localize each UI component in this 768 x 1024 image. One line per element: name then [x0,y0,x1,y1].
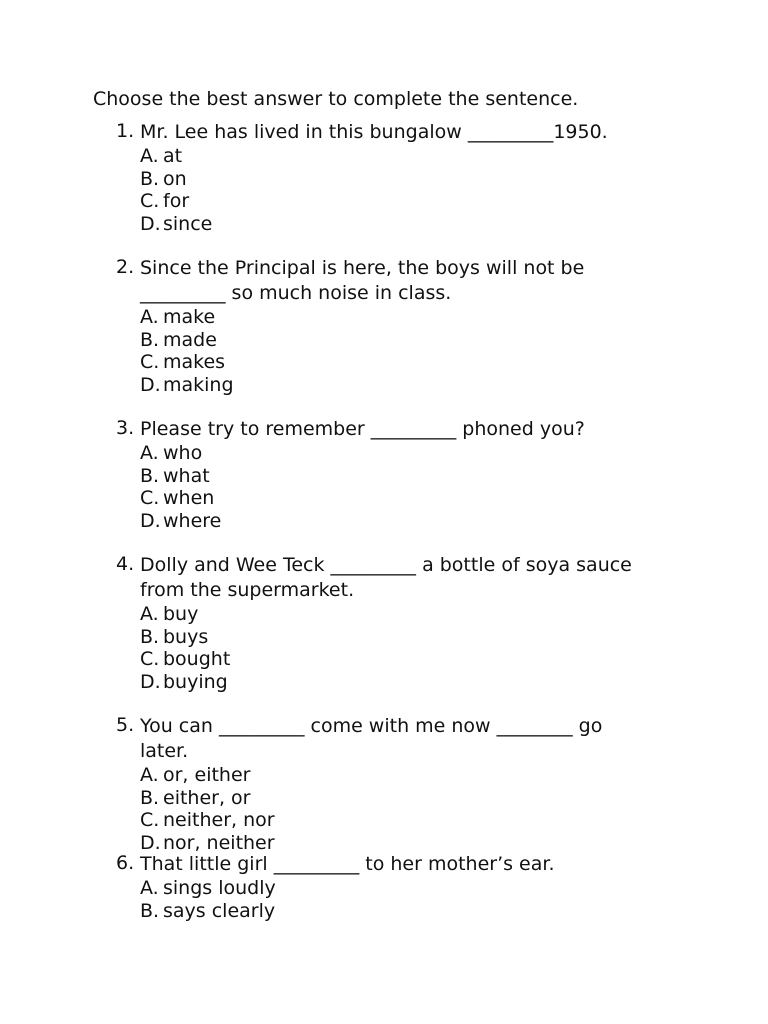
question-body [140,852,686,922]
question-stem: from the supermarket. [140,579,355,601]
option-text: sings loudly [163,877,276,899]
option-d[interactable] [140,374,686,397]
option-a[interactable] [140,442,686,465]
question-stem: That little girl _________ to her mother’s ear. [140,853,555,875]
option-a[interactable] [140,306,686,329]
option-letter: B. [140,786,160,809]
question-number: 4. [116,553,135,575]
option-b[interactable] [140,465,686,488]
question-stem: _________ so much noise in class. [140,282,452,304]
question-body [140,256,686,397]
option-text: make [163,306,216,328]
option-letter: B. [140,464,160,487]
question-stem: Dolly and Wee Teck _________ a bottle of soya sauce [140,554,632,576]
option-text: where [163,510,222,533]
option-text: when [163,487,215,510]
option-letter: D. [140,510,161,533]
question-stem: later. [140,740,189,762]
option-text: makes [163,351,226,374]
option-letter: C. [140,809,160,832]
question-6 [116,852,686,922]
option-text: buy [163,603,199,625]
option-letter: D. [140,213,161,236]
option-letter: A. [140,764,159,786]
option-letter: B. [140,625,160,648]
option-letter: A. [140,306,159,328]
option-a[interactable] [140,603,686,626]
option-text: either, or [163,786,251,809]
option-text: made [163,328,217,351]
option-c[interactable] [140,648,686,671]
option-d[interactable] [140,671,686,694]
option-text: neither, nor [163,809,275,832]
option-text: at [163,145,183,167]
option-a[interactable] [140,145,686,168]
option-letter: C. [140,487,160,510]
option-text: buys [163,625,209,648]
option-text: for [163,190,190,213]
option-text: buying [163,671,228,694]
question-number: 3. [116,417,135,439]
option-a[interactable] [140,764,686,787]
option-a[interactable] [140,877,686,900]
option-letter: B. [140,167,160,190]
option-letter: D. [140,671,161,694]
option-text: on [163,167,187,190]
option-text: nor, neither [163,832,275,855]
question-stem: Please try to remember _________ phoned you? [140,418,585,440]
option-b[interactable] [140,787,686,810]
question-body [140,553,686,694]
question-stem: You can _________ come with me now ________ go [140,715,603,737]
option-letter: C. [140,190,160,213]
question-1 [116,120,686,236]
question-number: 1. [116,120,135,142]
question-body [140,417,686,533]
option-b[interactable] [140,329,686,352]
question-body [140,120,686,236]
instruction-heading: Choose the best answer to complete the sentence. [93,88,579,110]
question-3 [116,417,686,533]
option-text: or, either [163,764,251,786]
question-number: 6. [116,852,135,874]
question-stem: Mr. Lee has lived in this bungalow _________1950. [140,121,608,143]
option-letter: C. [140,648,160,671]
question-2 [116,256,686,397]
option-d[interactable] [140,510,686,533]
option-text: says clearly [163,899,276,922]
question-stem: Since the Principal is here, the boys will not be [140,257,585,279]
question-body [140,714,686,855]
option-text: who [163,442,203,464]
question-number: 2. [116,256,135,278]
option-letter: A. [140,877,159,899]
option-letter: D. [140,832,161,855]
option-c[interactable] [140,487,686,510]
question-5 [116,714,686,855]
option-text: bought [163,648,231,671]
option-letter: A. [140,442,159,464]
option-text: since [163,213,213,236]
question-4 [116,553,686,694]
option-c[interactable] [140,351,686,374]
question-number: 5. [116,714,135,736]
option-d[interactable] [140,213,686,236]
option-text: what [163,464,210,487]
option-letter: A. [140,603,159,625]
option-c[interactable] [140,809,686,832]
option-letter: B. [140,328,160,351]
option-b[interactable] [140,168,686,191]
option-c[interactable] [140,190,686,213]
option-b[interactable] [140,900,686,923]
option-letter: C. [140,351,160,374]
option-letter: B. [140,899,160,922]
option-letter: D. [140,374,161,397]
option-letter: A. [140,145,159,167]
option-b[interactable] [140,626,686,649]
option-text: making [163,374,234,397]
